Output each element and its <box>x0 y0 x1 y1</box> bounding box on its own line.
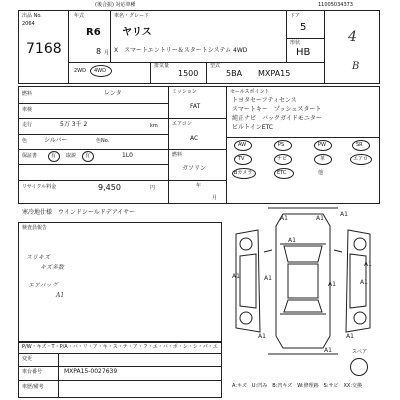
year-label: 年式 <box>74 13 85 19</box>
inspector-label: 検査員報告 <box>22 225 48 231</box>
svg-text:A1: A1 <box>324 347 332 354</box>
damage-legend: A:キズ U:凹み B:凹キズ W:修理跡 S:サビ XX:交換 <box>232 383 363 389</box>
shape-label: 形状 <box>290 40 301 46</box>
month-value: 8 <box>96 47 102 56</box>
interior-handwritten: B <box>352 61 360 72</box>
svg-text:A1: A1 <box>232 273 240 280</box>
drive-2wd: 2WD <box>74 68 86 74</box>
equip-aero: エアロ <box>353 156 369 162</box>
manual-label: 取説 <box>66 153 77 159</box>
vin-label: 車台番号 <box>22 369 43 375</box>
drive-4wd: 4WD <box>94 68 106 74</box>
vehicle-label: 車検 <box>22 107 33 113</box>
fuel-label: 燃料 <box>22 91 33 97</box>
svg-text:A1: A1 <box>360 279 368 286</box>
inspector-line: キズ多数 <box>40 264 64 271</box>
name-label: 車名・グレード <box>114 13 150 19</box>
model-prefix: 5BA <box>226 69 243 78</box>
sales-point-line: 純正ナビ バックガイドモニター <box>232 115 322 122</box>
month-unit-2: 月 <box>212 195 218 201</box>
equip-bcamera: Bカメラ <box>234 170 253 176</box>
svg-text:A1: A1 <box>316 215 324 222</box>
displacement-value: 1500 <box>178 69 199 78</box>
recycle-value: 9,450 <box>98 183 121 192</box>
grade: X スマートエントリー＆スタートシステム 4WD <box>114 47 248 54</box>
damage-row: P/W・キズ・T・P/A・バ・リ・ア・キ・ス・テ・ア・フ・エ・バ・ポ・シ・シ・パ・エ <box>22 344 218 350</box>
svg-text:A1: A1 <box>364 261 372 268</box>
car-name: ヤリス <box>122 27 152 38</box>
mission-value: FAT <box>190 103 201 110</box>
bank-note: (後合振) 対応車種 <box>95 2 136 8</box>
lot-label: 出品 No. <box>22 13 42 19</box>
vin-value: MXPA15-0027639 <box>64 368 118 375</box>
sales-point-line: ビルトインETC <box>232 124 273 131</box>
color-label: 色 <box>22 138 28 144</box>
top-reference-number: 11005034373 <box>318 2 353 8</box>
svg-text:A1: A1 <box>288 237 296 244</box>
recycle-label: リサイクル料金 <box>22 184 57 190</box>
lot-number: 7168 <box>26 41 62 57</box>
car-damage-diagram <box>228 206 378 356</box>
warranty-label: 保証書 <box>22 153 38 159</box>
equip-navi: ナビ <box>277 156 288 162</box>
sales-point-line: スマートキー プッシュスタート <box>232 106 322 113</box>
equip-etc: ETC <box>277 170 287 176</box>
score-handwritten: 4 <box>348 29 357 45</box>
equip-ps: PS <box>278 142 285 148</box>
recycle-unit: 円 <box>150 185 156 191</box>
equip-sr: SR <box>356 142 363 148</box>
equip-tv: TV <box>238 156 245 162</box>
ac-value: AC <box>190 135 199 142</box>
svg-text:A1: A1 <box>346 333 354 340</box>
color-no-label: 色No. <box>96 138 110 144</box>
bottom-frame <box>18 342 222 398</box>
equip-leather: 革 <box>320 156 326 162</box>
sales-points-label: セールスポイント <box>230 89 270 95</box>
fuel2-label: 燃料 <box>172 152 183 158</box>
svg-text:A1: A1 <box>264 275 272 282</box>
manual-value: 有 <box>85 153 91 159</box>
color-no: 1L0 <box>122 152 133 159</box>
options-note: 寒冷地仕様 ウインドシールドデアイサー <box>22 209 136 216</box>
mission-label: ミッション <box>172 89 197 95</box>
history-label: 車歴/備考 <box>22 384 44 390</box>
fuel2-value: ガソリン <box>182 165 207 172</box>
inspector-line: エアバッグ <box>28 282 58 289</box>
model-label: 型式 <box>210 63 221 69</box>
inspector-line: スリキズ <box>26 254 50 261</box>
door-count: 5 <box>300 22 307 33</box>
fuel-type: レンタ <box>104 90 122 97</box>
spare-label: スペア <box>352 349 368 355</box>
svg-text:A1: A1 <box>280 215 288 222</box>
model-code: MXPA15 <box>258 69 291 78</box>
displacement-label: 排気量 <box>154 63 170 69</box>
equip-other: 他 <box>318 170 324 176</box>
lot-small: 2064 <box>22 21 35 27</box>
year-unit: 年 <box>196 183 202 189</box>
mileage-value: 5万 3千 2 <box>60 121 88 128</box>
mileage-label: 走行 <box>22 122 33 128</box>
change-label: 変更 <box>22 356 33 362</box>
color-value: シルバー <box>44 137 68 144</box>
inspector-line: A1 <box>56 292 65 299</box>
spare-tire-icon <box>350 358 368 376</box>
mileage-unit: km <box>150 123 158 129</box>
equip-pw: PW <box>318 142 326 148</box>
shape-value: HB <box>296 47 311 58</box>
sales-point-line: トヨタセーフティセンス <box>232 97 297 104</box>
ac-label: エアコン <box>172 121 192 127</box>
year-value: R6 <box>86 27 101 38</box>
door-label: ドア <box>290 13 300 19</box>
month-unit: 月 <box>104 50 110 56</box>
warranty-value: 有 <box>51 153 57 159</box>
svg-text:A1: A1 <box>258 333 266 340</box>
svg-text:A1: A1 <box>340 211 348 218</box>
equip-aw: AW <box>238 142 247 148</box>
svg-text:A1: A1 <box>328 281 336 288</box>
